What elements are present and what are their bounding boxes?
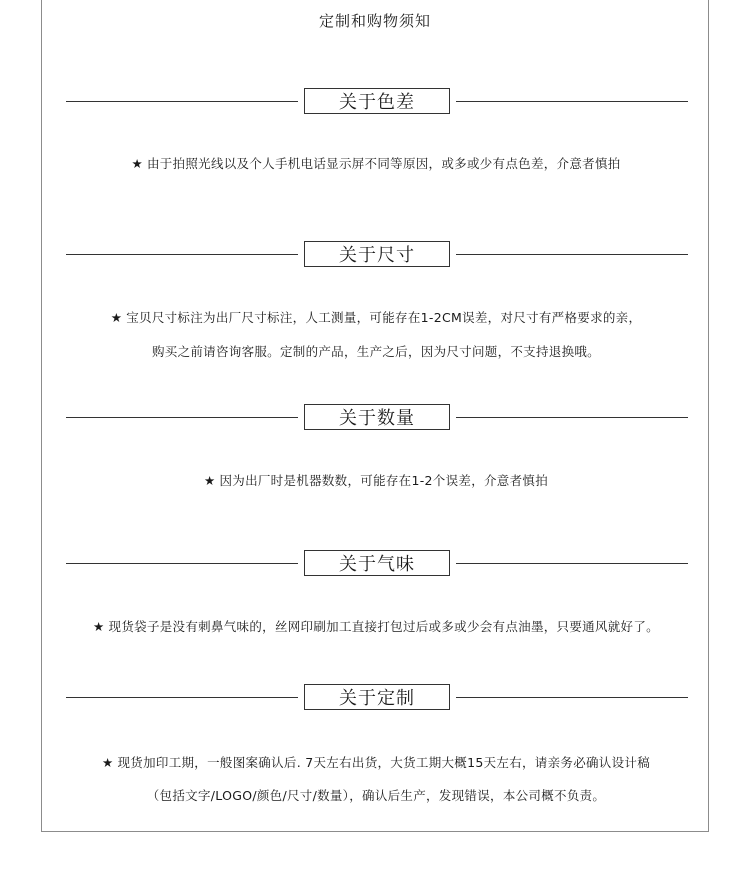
heading-rule-left: [66, 417, 298, 418]
section-heading-customization: [66, 684, 688, 712]
section-text-color-difference: [44, 154, 708, 172]
star-icon: ★: [101, 755, 114, 770]
section-line: 现货加印工期，一般图案确认后. 7天左右出货，大货工期大概15天左右，请亲务必确认设计稿: [117, 755, 651, 770]
section-heading-smell: [66, 550, 688, 578]
heading-box: 关于气味: [304, 550, 450, 576]
section-text-size-2: [44, 342, 708, 360]
heading-box: 关于定制: [304, 684, 450, 710]
heading-rule-left: [66, 563, 298, 564]
heading-rule-left: [66, 254, 298, 255]
section-text-size-1: [44, 308, 708, 326]
section-text-customization-2: [44, 786, 708, 804]
section-heading-color-difference: [66, 88, 688, 116]
heading-rule-right: [456, 101, 688, 102]
section-line: 购买之前请咨询客服。定制的产品，生产之后，因为尺寸问题，不支持退换哦。: [151, 344, 600, 359]
section-text-quantity: [44, 471, 708, 489]
heading-rule-right: [456, 563, 688, 564]
heading-rule-right: [456, 697, 688, 698]
star-icon: ★: [131, 156, 143, 171]
section-text-smell: [44, 617, 708, 635]
heading-rule-right: [456, 254, 688, 255]
section-line: 由于拍照光线以及个人手机电话显示屏不同等原因，或多或少有点色差，介意者慎拍: [146, 156, 621, 171]
section-heading-size: [66, 241, 688, 269]
star-icon: ★: [110, 310, 123, 325]
section-line: （包括文字/LOGO/颜色/尺寸/数量），确认后生产，发现错误，本公司概不负责。: [146, 788, 606, 803]
star-icon: ★: [93, 619, 105, 634]
heading-rule-right: [456, 417, 688, 418]
section-text-customization-1: [44, 753, 708, 771]
heading-rule-left: [66, 697, 298, 698]
heading-box: 关于色差: [304, 88, 450, 114]
page-title: 定制和购物须知: [318, 12, 431, 30]
section-line: 宝贝尺寸标注为出厂尺寸标注，人工测量，可能存在1-2CM误差，对尺寸有严格要求的亲，: [126, 310, 642, 325]
star-icon: ★: [203, 473, 216, 488]
section-heading-quantity: [66, 404, 688, 432]
section-line: 因为出厂时是机器数数，可能存在1-2个误差，介意者慎拍: [219, 473, 549, 488]
heading-box: 关于尺寸: [304, 241, 450, 267]
section-line: 现货袋子是没有刺鼻气味的，丝网印刷加工直接打包过后或多或少会有点油墨，只要通风就好了。: [108, 619, 659, 634]
heading-rule-left: [66, 101, 298, 102]
heading-box: 关于数量: [304, 404, 450, 430]
